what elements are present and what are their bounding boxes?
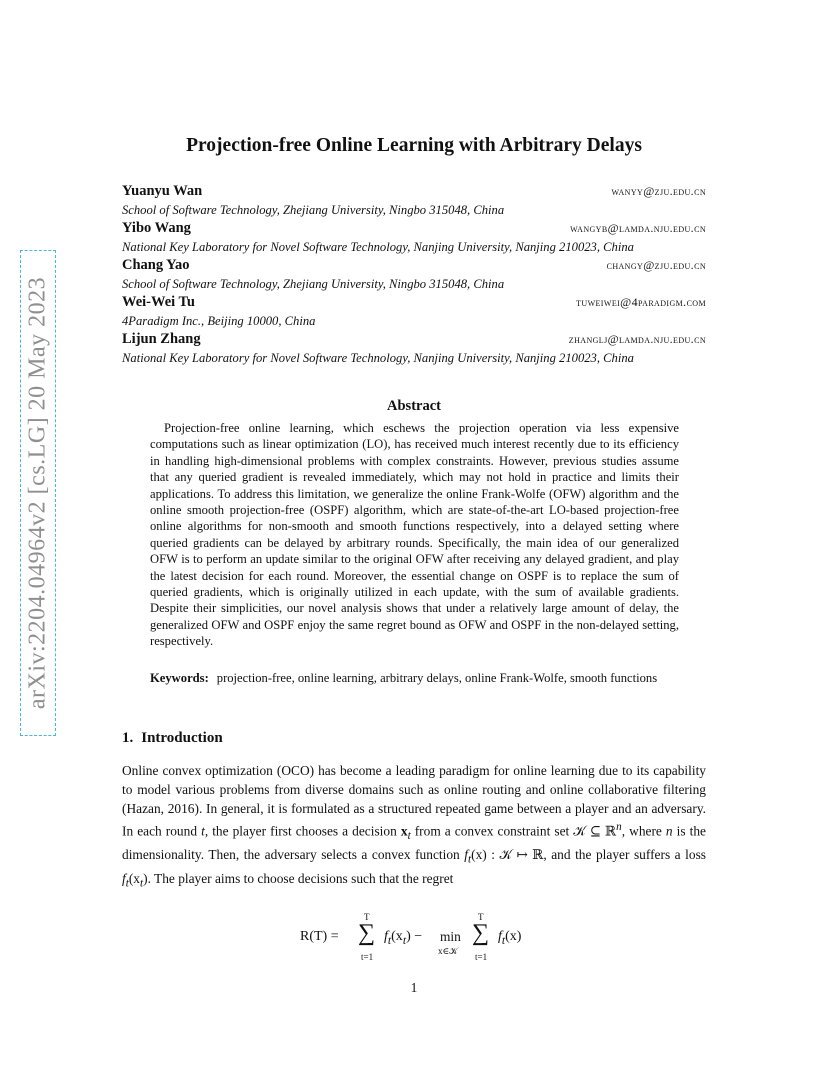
author-line (122, 294, 706, 312)
author-name: Yuanyu Wan (122, 183, 203, 199)
equation-lhs: R(T) = (300, 929, 339, 944)
min-operator: min (440, 929, 461, 944)
author-name: Wei-Wei Tu (122, 294, 195, 310)
abstract-heading: Abstract (387, 398, 441, 414)
sum-upper-limit-2: T (478, 912, 484, 922)
author-list (122, 183, 706, 368)
author-affiliation: National Key Laboratory for Novel Software Technology, Nanjing University, Nanjing 210023, China (122, 351, 634, 365)
author-email[interactable]: tuweiwei@4paradigm.com (576, 295, 706, 309)
paper-title: Projection-free Online Learning with Arbitrary Delays (186, 135, 642, 156)
author-block (122, 257, 706, 294)
author-line (122, 220, 706, 238)
keywords (150, 670, 679, 686)
regret-equation (300, 912, 540, 964)
sum-symbol-1: ∑ (358, 920, 376, 946)
author-name: Chang Yao (122, 257, 190, 273)
author-email[interactable]: zhanglj@lamda.nju.edu.cn (568, 332, 706, 346)
sum-upper-limit-1: T (364, 912, 370, 922)
author-line (122, 331, 706, 349)
author-line (122, 257, 706, 275)
author-name: Yibo Wang (122, 220, 191, 236)
author-block (122, 220, 706, 257)
arxiv-identifier-stamp (20, 250, 56, 736)
author-email[interactable]: changy@zju.edu.cn (606, 258, 706, 272)
author-email[interactable]: wanyy@zju.edu.cn (611, 184, 706, 198)
page-number: 1 (410, 980, 418, 995)
author-affiliation: 4Paradigm Inc., Beijing 10000, China (122, 314, 316, 328)
author-block (122, 331, 706, 368)
section-title: Introduction (141, 730, 223, 746)
sum-lower-limit-1: t=1 (361, 952, 374, 962)
keywords-label: Keywords: (150, 671, 209, 685)
section-heading-introduction (122, 730, 223, 747)
author-affiliation: National Key Laboratory for Novel Software Technology, Nanjing University, Nanjing 210023, China (122, 240, 634, 254)
introduction-paragraph: Online convex optimization (OCO) has become a leading paradigm for online learning due to its capability to model various problems from diverse domains such as online routing and online collaborative filtering (Hazan, 2016). In general, it is formulated as a structured repeated game between a player and an adversary. In each round t, the player first chooses a decision $x_t$ from a convex constraint set 𝒦 ⊆ ℝ$^n$, where n is the dimensionality. Then, the adversary selects a convex function $f_t(x)$ : 𝒦 ↦ ℝ, and the player suffers a loss $f_t(x_t)$. The player aims to choose decisions such that the regret (122, 763, 706, 890)
author-block (122, 294, 706, 331)
author-line (122, 183, 706, 201)
author-name: Lijun Zhang (122, 331, 201, 347)
equation-term2: $f_t(x)$ (498, 929, 522, 947)
author-block (122, 183, 706, 220)
author-affiliation: School of Software Technology, Zhejiang University, Ningbo 315048, China (122, 203, 505, 217)
arxiv-id-text: arXiv:2204.04964v2 [cs.LG] 20 May 2023 (24, 276, 51, 710)
section-number: 1. (122, 730, 134, 746)
sum-symbol-2: ∑ (472, 920, 490, 946)
equation-term1: $f_t(x_t)$ − (384, 929, 423, 947)
min-subscript: x∈𝒦 (438, 946, 458, 956)
sum-lower-limit-2: t=1 (475, 952, 488, 962)
author-email[interactable]: wangyb@lamda.nju.edu.cn (570, 221, 706, 235)
keywords-text: projection-free, online learning, arbitrary delays, online Frank-Wolfe, smooth functions (216, 671, 658, 685)
author-affiliation: School of Software Technology, Zhejiang University, Ningbo 315048, China (122, 277, 505, 291)
abstract-text: Projection-free online learning, which eschews the projection operation via less expensive computations such as linear optimization (LO), has received much interest recently due to its efficiency in handling high-dimensional problems with complex constraints. However, previous studies assume that any queried gradient is revealed immediately, which may not hold in practice and limits their applications. To address this limitation, we generalize the online Frank-Wolfe (OFW) algorithm and the online smooth projection-free (OSPF) algorithm, which are state-of-the-art LO-based projection-free online algorithms for non-smooth and smooth functions respectively, into a delayed setting where queried gradients can be delayed by arbitrary rounds. Specifically, the main idea of our generalized OFW is to perform an update similar to the original OFW after receiving any delayed gradient, and play the latest decision for each round. Moreover, the essential change on OSPF is to replace the sum of queried gradients, which is originally utilized in each update, with the sum of available gradients. Despite their simplicities, our novel analysis shows that under a relatively large amount of delay, the generalized OFW and OSPF enjoy the same regret bound as OFW and OSPF in the non-delayed setting, respectively. (150, 421, 679, 649)
